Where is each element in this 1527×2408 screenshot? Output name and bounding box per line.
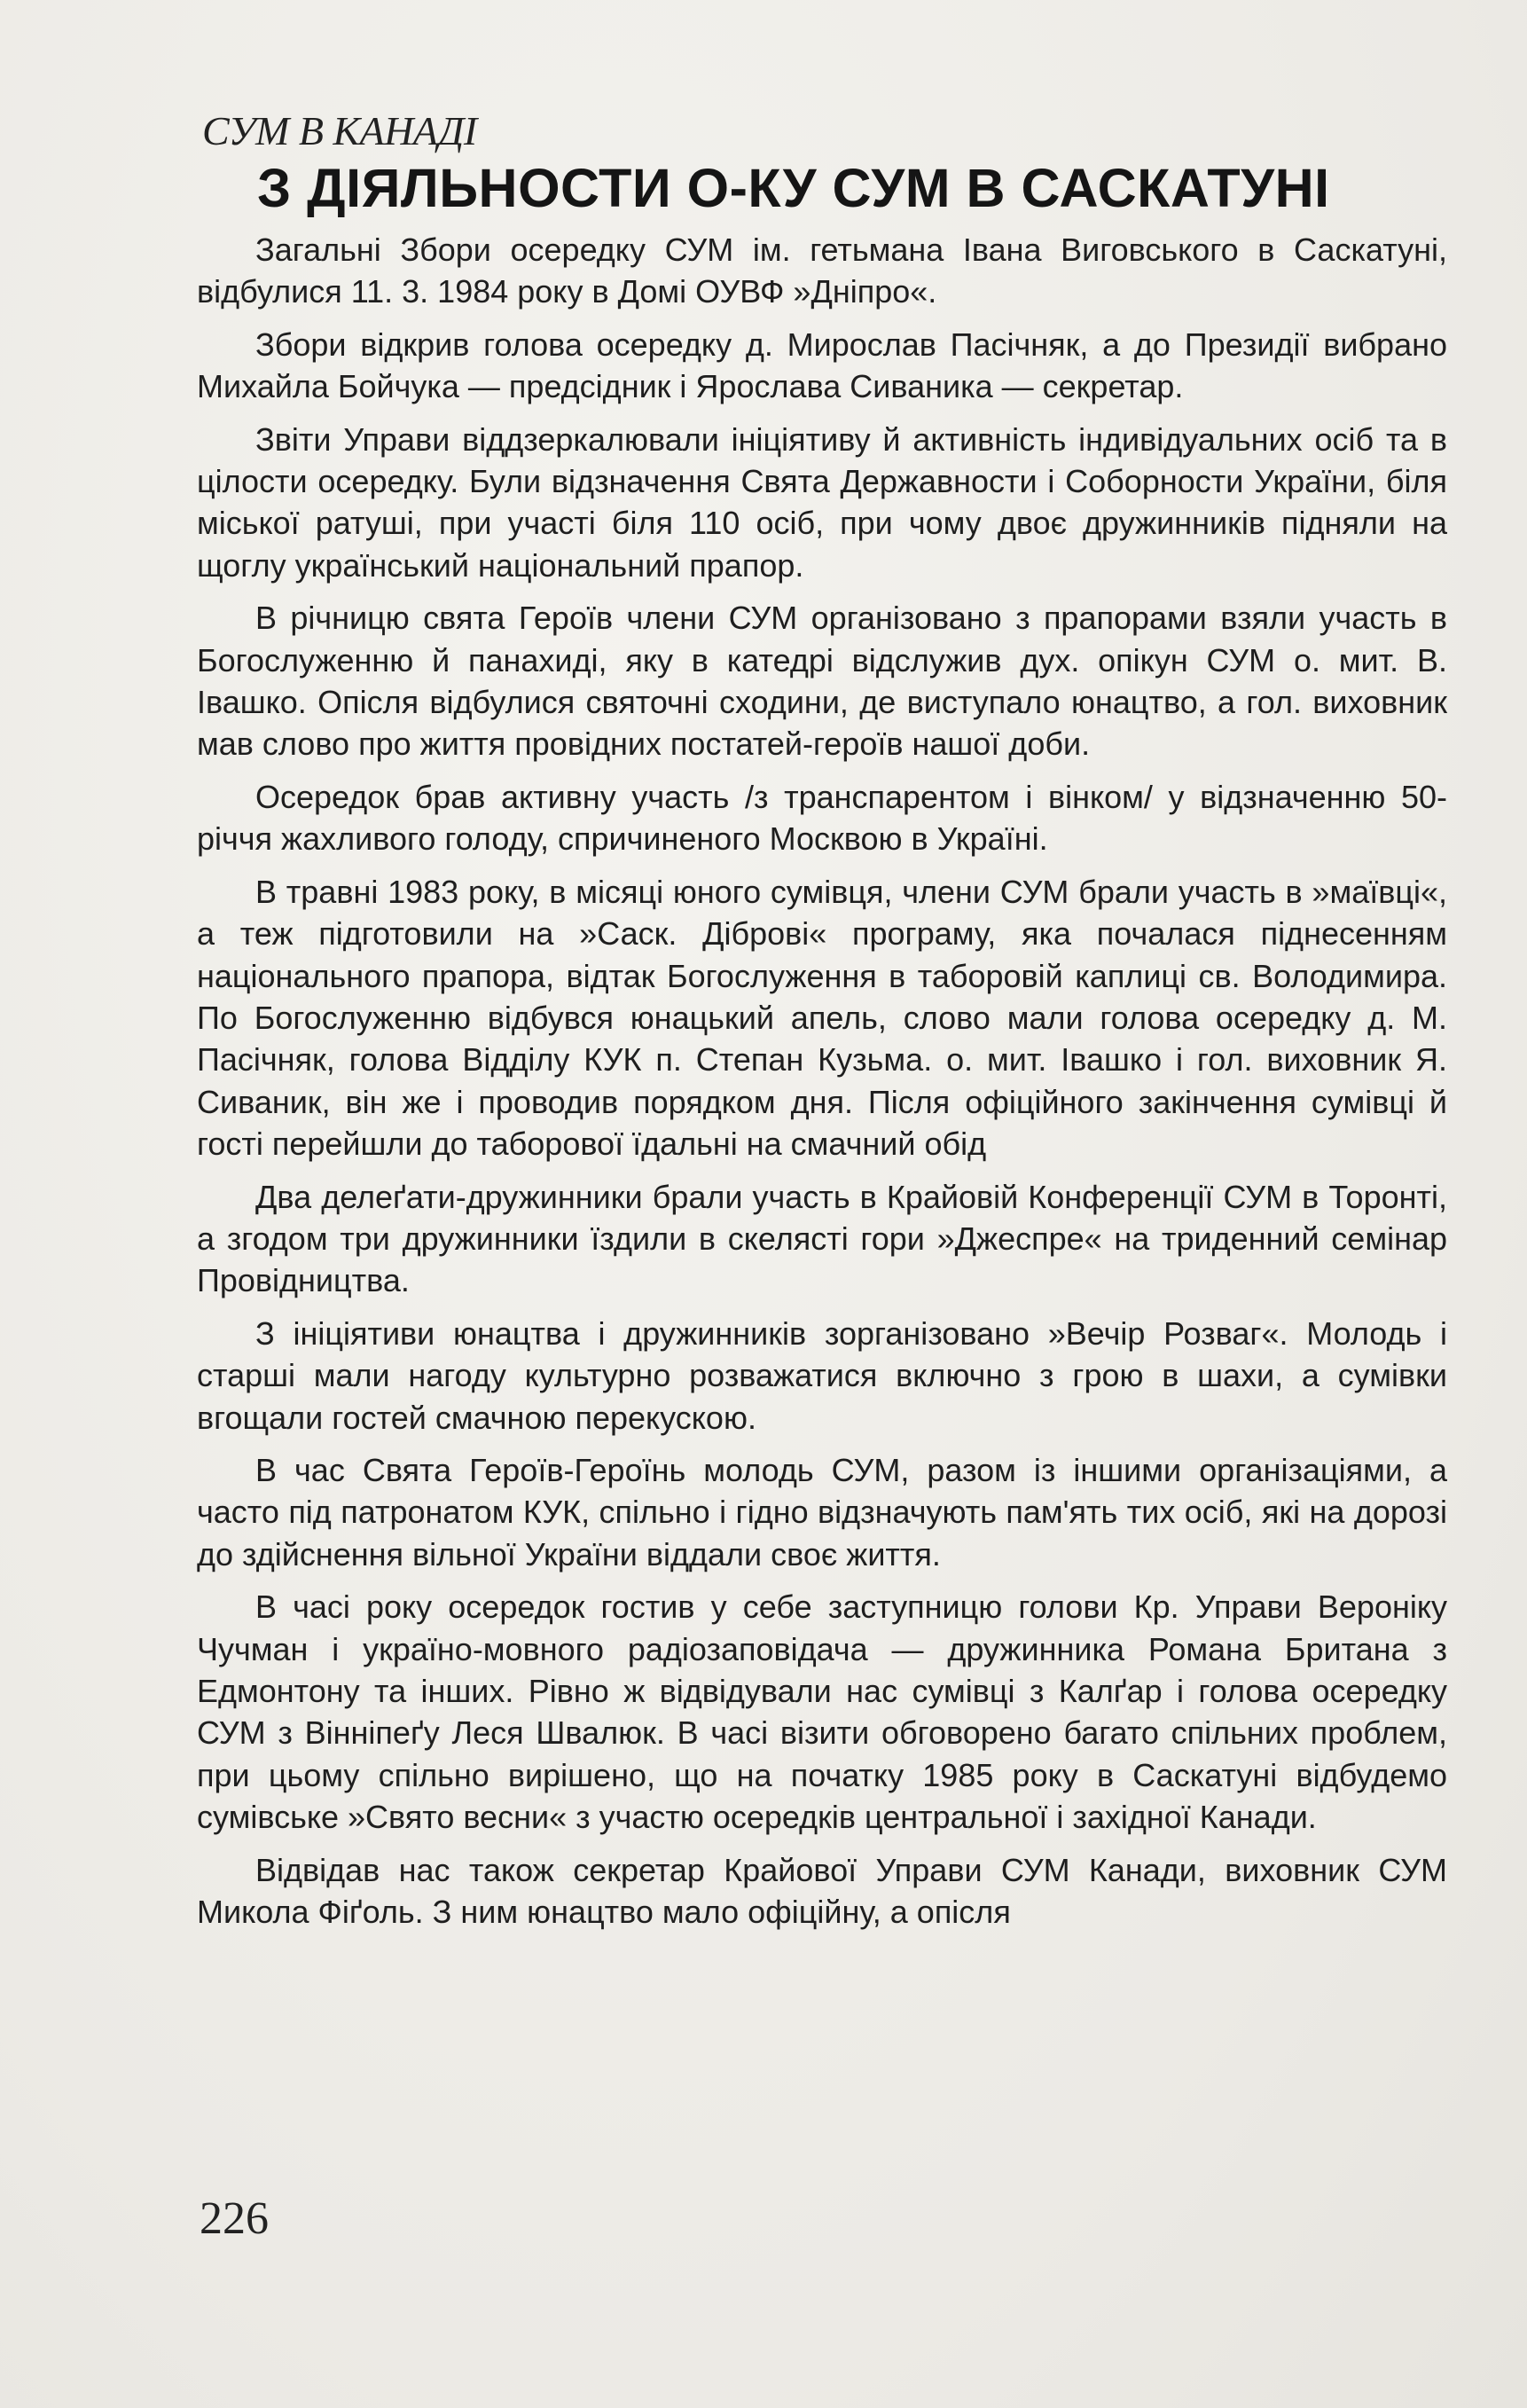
paragraph: В річницю свята Героїв члени СУМ організовано з прапорами взяли участь в Богослуженню й панахиді, яку в катедрі відслужив дух. опікун СУМ о. мит. В. Івашко. Опісля відбулися святочні сходини, де виступало юнацтво, а гол. виховник мав слово про життя провідних постатей-героїв нашої доби. [197, 600, 1447, 763]
article-body [197, 229, 1447, 1933]
paragraph: В часі року осередок гостив у себе заступницю голови Кр. Управи Вероніку Чучман і україно-мовного радіозаповідача — дружинника Романа Британа з Едмонтону та інших. Рівно ж відвідували нас сумівці з Калґар і голова осередку СУМ з Вінніпеґу Леся Швалюк. В часі візити обговорено багато спільних проблем, при цьому спільно вирішено, що на початку 1985 року в Саскатуні відбудемо сумівське »Свято весни« з участю осередків центральної і західної Канади. [197, 1588, 1447, 1836]
paragraph: З ініціятиви юнацтва і дружинників зорганізовано »Вечір Розваг«. Молодь і старші мали нагоду культурно розважатися включно з грою в шахи, а сумівки вгощали гостей смачною перекускою. [197, 1314, 1447, 1436]
paragraph: Загальні Збори осередку СУМ ім. гетьмана Івана Виговського в Саскатуні, відбулися 11. 3. 1984 року в Домі ОУВФ »Дніпро«. [197, 231, 1447, 310]
article-title: З ДІЯЛЬНОСТИ О-КУ СУМ В САСКАТУНІ [257, 158, 1330, 218]
page-number: 226 [200, 2193, 269, 2244]
paragraph: Відвідав нас також секретар Крайової Управи СУМ Канади, виховник СУМ Микола Фіґоль. З ним юнацтво мало офіційну, а опісля [197, 1851, 1447, 1931]
section-label: СУМ В КАНАДІ [202, 108, 477, 153]
paragraph: В травні 1983 року, в місяці юного сумівця, члени СУМ брали участь в »маївці«, а теж підготовили на »Саск. Діброві« програму, яка почалася піднесенням національного прапора, відтак Богослуження в таборовій каплиці св. Володимира. По Богослуженню відбувся юнацький апель, слово мали голова осередку д. М. Пасічняк, голова Відділу КУК п. Степан Кузьма. о. мит. Івашко і гол. виховник Я. Сиваник, він же і проводив порядком дня. Після офіційного закінчення сумівці й гості перейшли до таборової їдальні на смачний обід [197, 873, 1447, 1163]
paragraph: Два делеґати-дружинники брали участь в Крайовій Конференції СУМ в Торонті, а згодом три дружинники їздили в скелясті гори »Джеспре« на триденний семінар Провідництва. [197, 1178, 1447, 1299]
paragraph: Збори відкрив голова осередку д. Мирослав Пасічняк, а до Президії вибрано Михайла Бойчука — предсідник і Ярослава Сиваника — секретар. [197, 326, 1447, 405]
article [197, 105, 1447, 1943]
paragraph: Звіти Управи віддзеркалювали ініціятиву й активність індивідуальних осіб та в цілости осередку. Були відзначення Свята Державности і Соборности України, біля міської ратуші, при участі біля 110 осіб, при чому двоє дружинників підняли на щоглу український національний прапор. [197, 420, 1447, 584]
paragraph: Осередок брав активну участь /з транспарентом і вінком/ у відзначенню 50-річчя жахливого голоду, спричиненого Москвою в Україні. [197, 778, 1447, 858]
paragraph: В час Свята Героїв-Героїнь молодь СУМ, разом із іншими організаціями, а часто під патронатом КУК, спільно і гідно відзначують пам'ять тих осіб, які на дорозі до здійснення вільної України віддали своє життя. [197, 1451, 1447, 1573]
